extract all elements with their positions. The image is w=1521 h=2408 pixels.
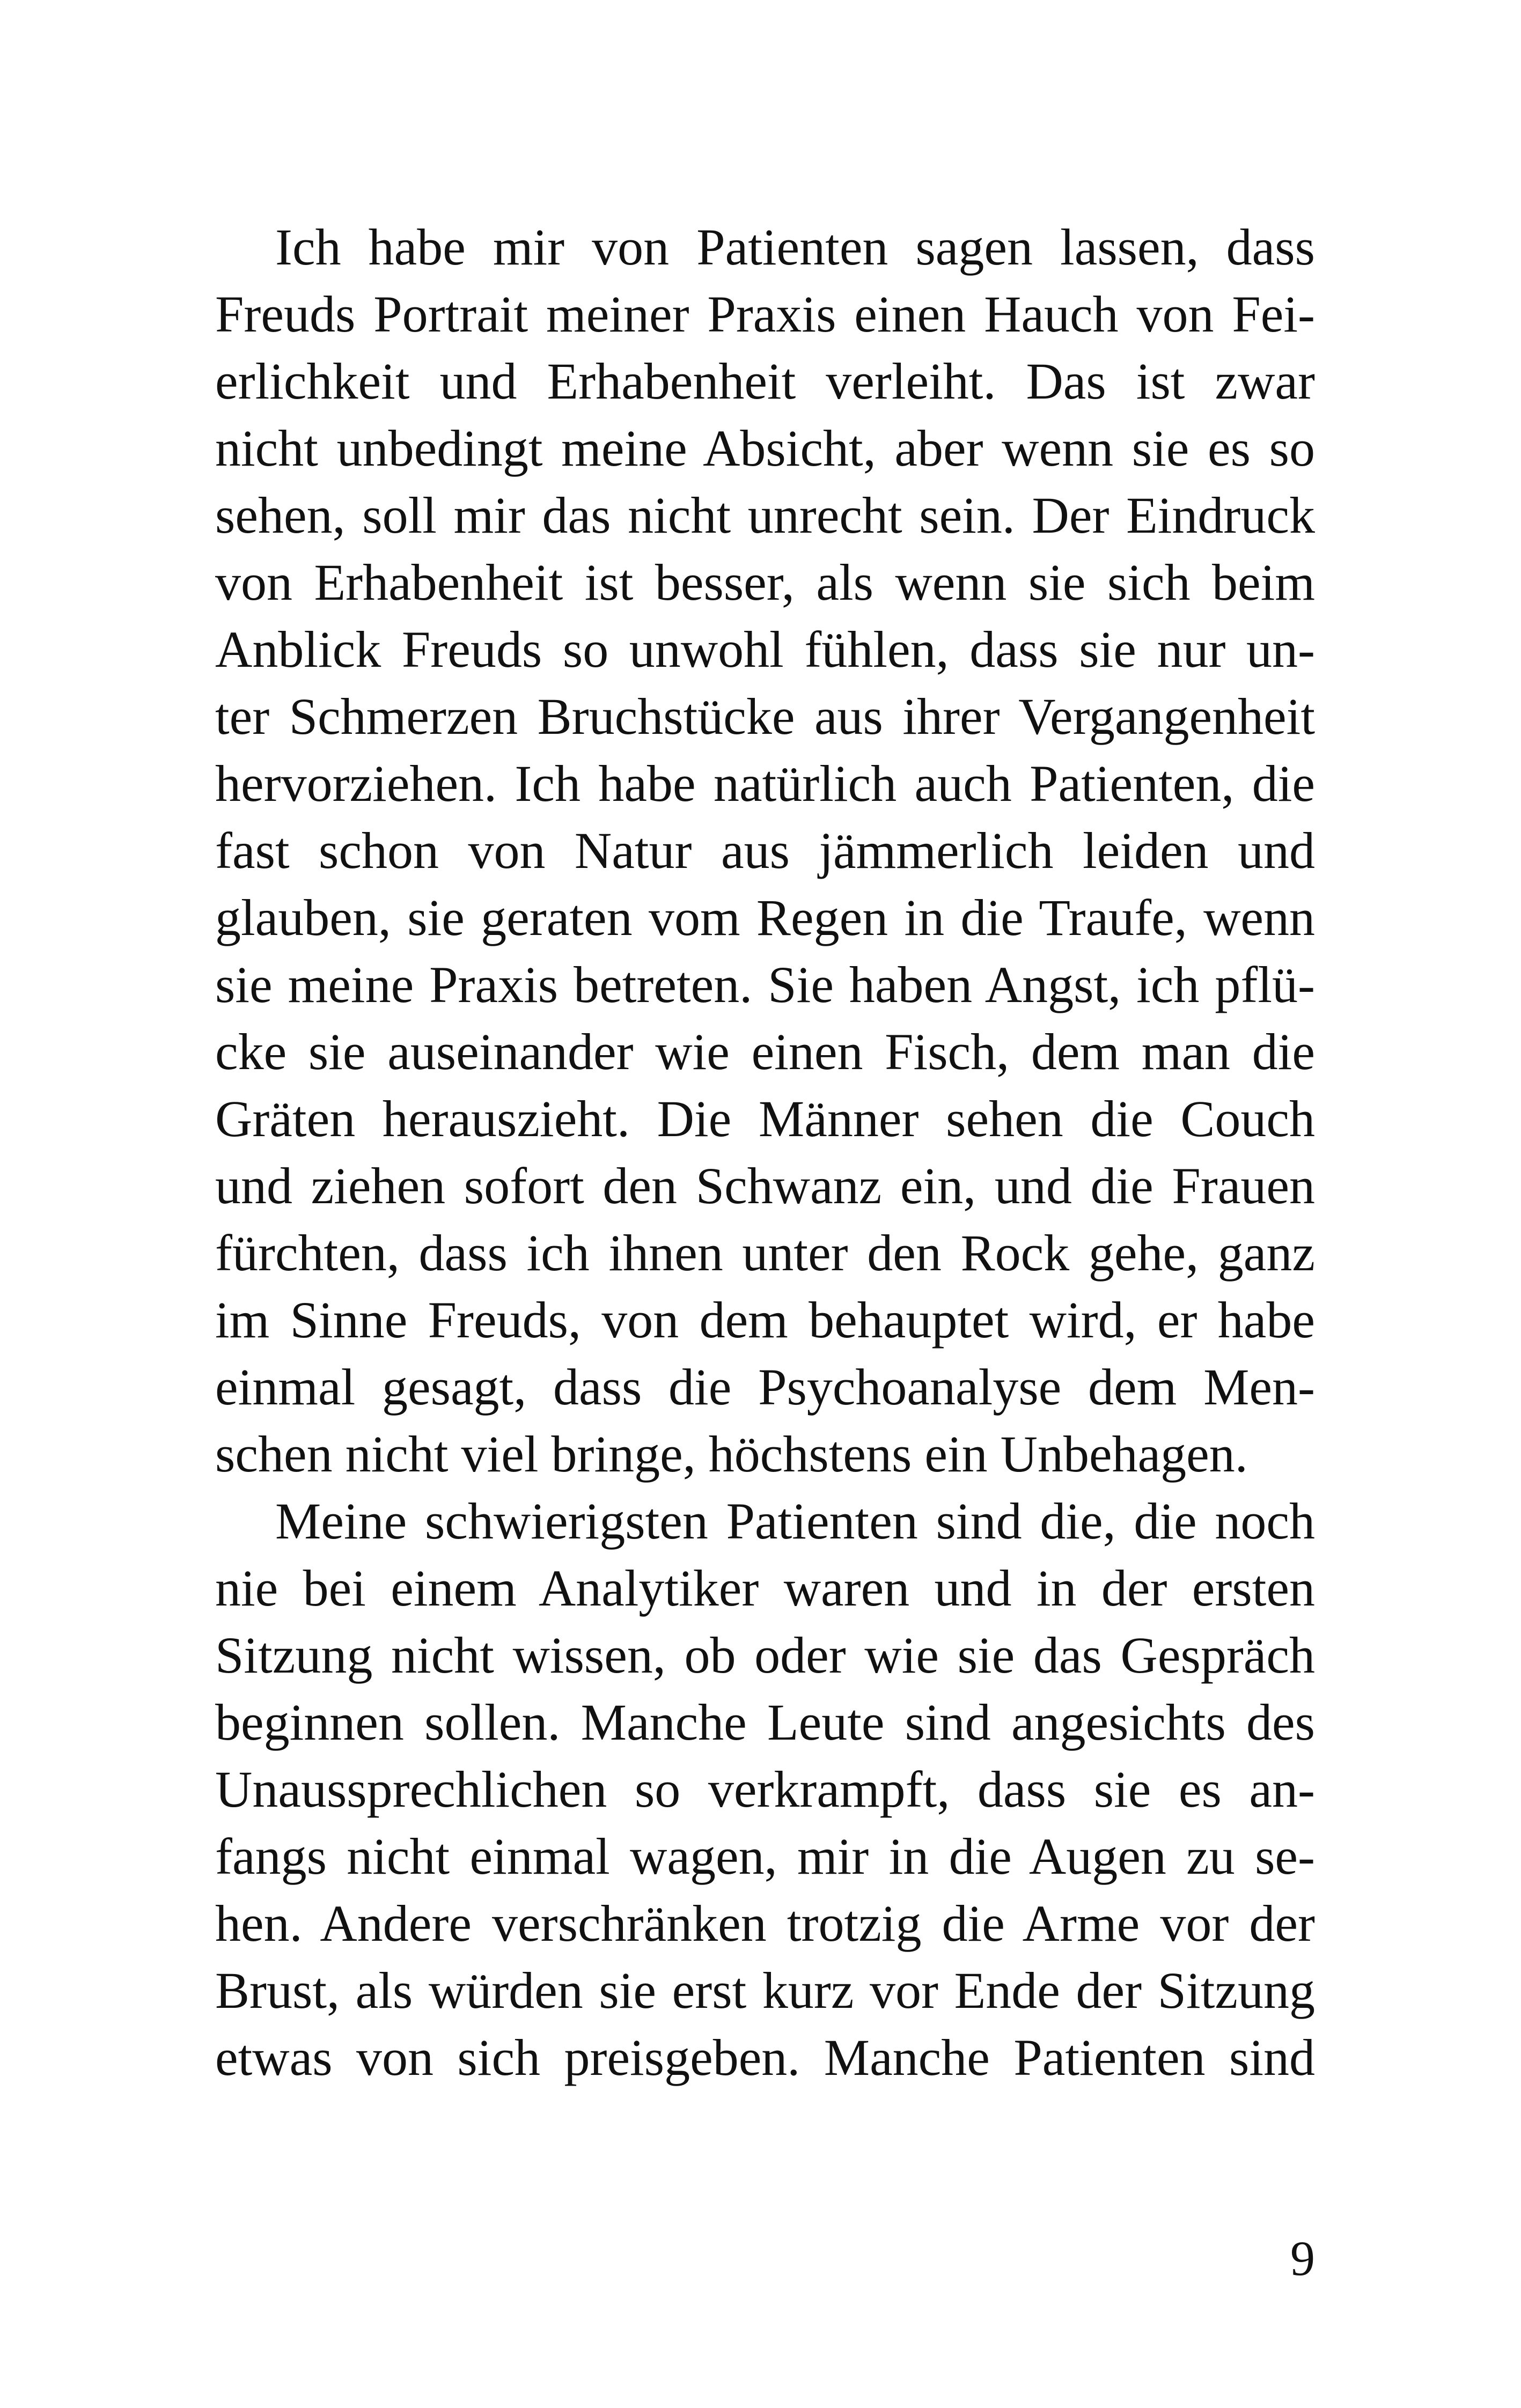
text-line: ter Schmerzen Bruchstücke aus ihrer Vergangenheit	[215, 688, 1315, 745]
text-line: etwas von sich preisgeben. Manche Patienten sind	[215, 2029, 1315, 2086]
text-line: sie meine Praxis betreten. Sie haben Angst, ich pflü-	[215, 956, 1315, 1013]
text-line: glauben, sie geraten vom Regen in die Traufe, wenn	[215, 889, 1315, 946]
text-line: sehen, soll mir das nicht unrecht sein. Der Eindruck	[215, 487, 1315, 544]
text-line: beginnen sollen. Manche Leute sind angesichts des	[215, 1693, 1315, 1751]
text-line: hervorziehen. Ich habe natürlich auch Patienten, die	[215, 755, 1315, 812]
text-line: Brust, als würden sie erst kurz vor Ende der Sitzung	[215, 1962, 1315, 2019]
text-line: Freuds Portrait meiner Praxis einen Hauch von Fei-	[215, 285, 1315, 343]
text-line: und ziehen sofort den Schwanz ein, und die Frauen	[215, 1157, 1315, 1214]
text-line: Sitzung nicht wissen, ob oder wie sie das Gespräch	[215, 1626, 1315, 1684]
text-line: fast schon von Natur aus jämmerlich leiden und	[215, 822, 1315, 879]
page-number: 9	[1290, 2231, 1315, 2286]
text-line: hen. Andere verschränken trotzig die Arme vor der	[215, 1895, 1315, 1952]
text-line: schen nicht viel bringe, höchstens ein Unbehagen.	[215, 1425, 1248, 1483]
text-line: Gräten herauszieht. Die Männer sehen die Couch	[215, 1090, 1315, 1147]
text-line: fangs nicht einmal wagen, mir in die Augen zu se-	[215, 1828, 1315, 1885]
text-line: Ich habe mir von Patienten sagen lassen, dass	[275, 218, 1315, 276]
text-line: nicht unbedingt meine Absicht, aber wenn sie es so	[215, 419, 1315, 477]
text-line: von Erhabenheit ist besser, als wenn sie sich beim	[215, 554, 1315, 611]
text-line: nie bei einem Analytiker waren und in der ersten	[215, 1559, 1315, 1617]
text-line: im Sinne Freuds, von dem behauptet wird, er habe	[215, 1291, 1315, 1349]
text-line: Meine schwierigsten Patienten sind die, die noch	[275, 1492, 1315, 1550]
text-line: Unaussprechlichen so verkrampft, dass sie es an-	[215, 1761, 1315, 1818]
text-line: einmal gesagt, dass die Psychoanalyse dem Men-	[215, 1358, 1315, 1416]
text-line: Anblick Freuds so unwohl fühlen, dass sie nur un-	[215, 621, 1315, 678]
text-line: fürchten, dass ich ihnen unter den Rock gehe, ganz	[215, 1224, 1315, 1282]
text-line: erlichkeit und Erhabenheit verleiht. Das ist zwar	[215, 352, 1315, 410]
text-line: cke sie auseinander wie einen Fisch, dem man die	[215, 1023, 1315, 1080]
body-text	[215, 213, 1315, 2091]
